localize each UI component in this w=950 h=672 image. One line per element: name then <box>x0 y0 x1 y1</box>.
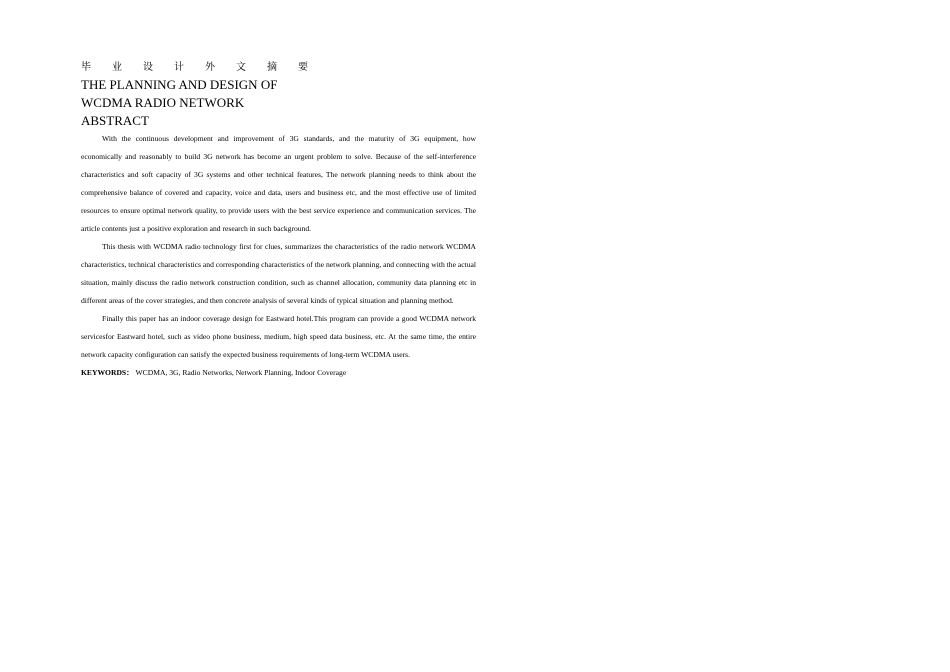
title-line-1: THE PLANNING AND DESIGN OF <box>81 77 278 92</box>
abstract-paragraph-3: Finally this paper has an indoor coverage design for Eastward hotel.This program can provide a good WCDMA network servicesfor Eastward hotel, such as video phone business, medium, high speed data business, etc. At the same time, the entire network capacity configuration can satisfy the expected business requirements of long-term WCDMA users. <box>81 314 476 359</box>
heading-char: 计 <box>174 62 184 73</box>
abstract-paragraph-1: With the continuous development and improvement of 3G standards, and the maturity of 3G equipment, how economically and reasonably to build 3G network has become an urgent problem to solve. Because of the self-interference characteristics and soft capacity of 3G systems and other technical features, The network planning needs to think about the comprehensive balance of covered and capacity, voice and data, users and business etc, and the most effective use of limited resources to ensure optimal network quality, to provide users with the best service experience and communication services. The article contents just a positive exploration and research in such background. <box>81 134 476 233</box>
heading-char: 业 <box>112 62 122 73</box>
keywords-line <box>81 364 476 382</box>
chinese-heading <box>81 60 476 76</box>
heading-char: 设 <box>143 62 153 73</box>
heading-char: 要 <box>298 62 308 73</box>
abstract-paragraph-2: This thesis with WCDMA radio technology first for clues, summarizes the characteristics of the radio network WCDMA characteristics, technical characteristics and corresponding characteristics of the network planning, and connecting with the actual situation, mainly discuss the radio network construction condition, such as channel allocation, community data planning etc in different areas of the cover strategies, and then concrete analysis of several kinds of typical situation and planning method. <box>81 242 476 305</box>
heading-char: 外 <box>205 62 215 73</box>
document-page <box>81 60 476 382</box>
title-line-2: WCDMA RADIO NETWORK <box>81 95 245 110</box>
keywords-label: KEYWORDS： <box>81 368 134 377</box>
keywords-value: WCDMA, 3G, Radio Networks, Network Planning, Indoor Coverage <box>135 368 347 377</box>
heading-char: 摘 <box>267 62 277 73</box>
heading-char: 毕 <box>81 62 91 73</box>
abstract-heading: ABSTRACT <box>81 113 149 128</box>
heading-char: 文 <box>236 62 246 73</box>
